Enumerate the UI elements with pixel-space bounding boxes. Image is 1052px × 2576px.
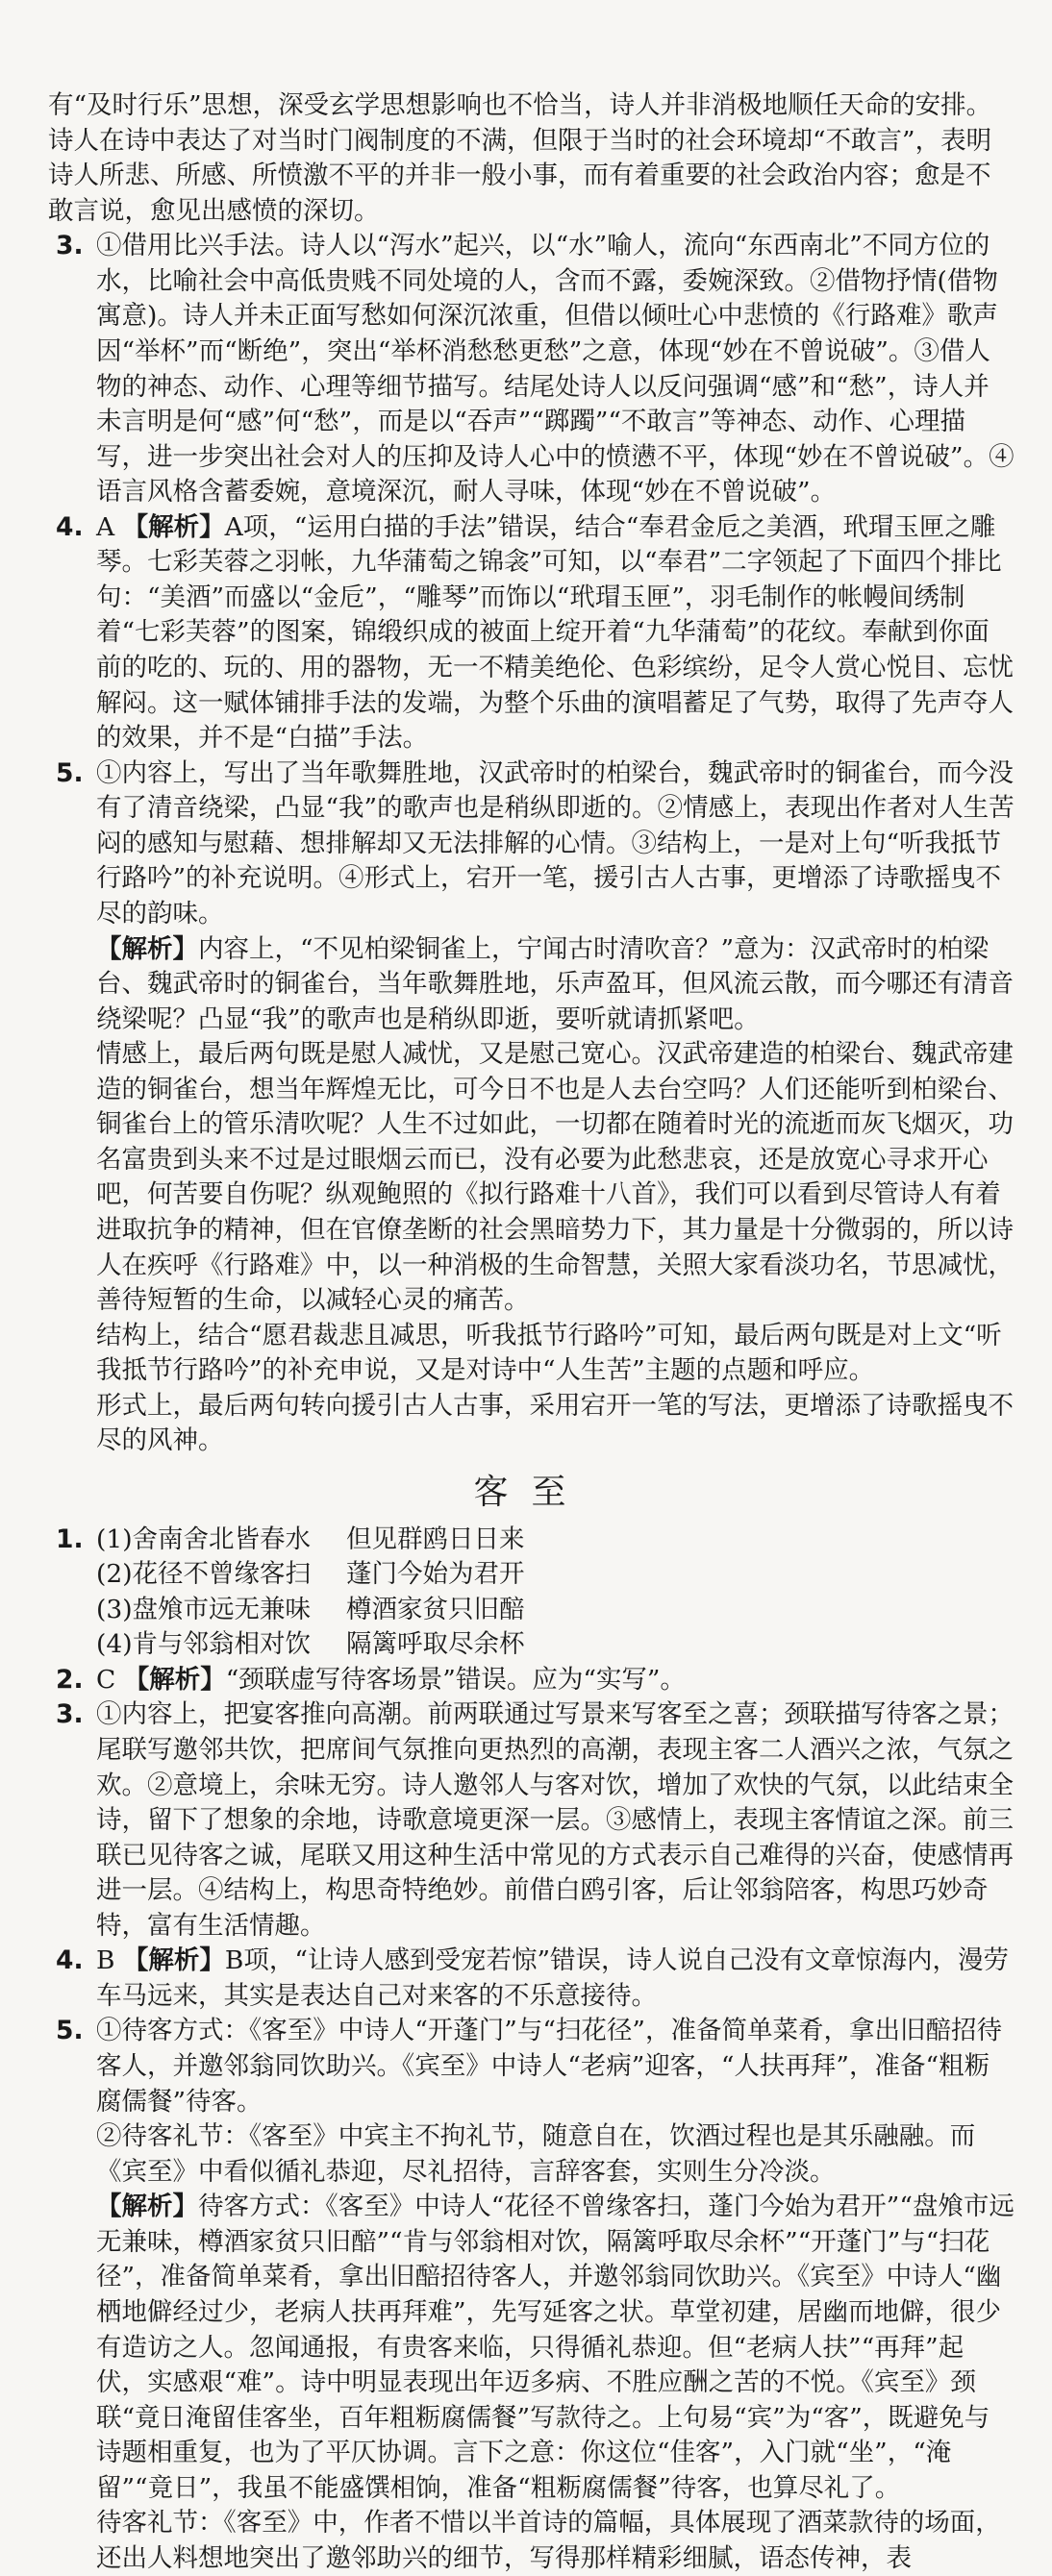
poem-line [96, 1627, 1014, 1663]
item-text: ①内容上，把宴客推向高潮。前两联通过写景来写客至之喜；颈联描写待客之景；尾联写邀邻共饮，把席间气氛推向更热烈的高潮，表现主客二人酒兴之浓，气氛之欢。②意境上，余味无穷。诗人邀邻人与客对饮，增加了欢快的气氛，以此结束全诗，留下了想象的余地，诗歌意境更深一层。③感情上，表现主客情谊之深。前三联已见待客之诚，尾联又用这种生活中常见的方式表示自己难得的兴奋，使感情再进一层。④结构上，构思奇特绝妙。前借白鸥引客，后让邻翁陪客，构思巧妙奇特，富有生活情趣。 [96, 1699, 1014, 1941]
item-number: 2. [56, 1664, 84, 1695]
item-number: 5. [56, 757, 84, 788]
answer-item-3b [48, 1697, 1014, 1944]
answer-content [48, 88, 1014, 2576]
item-number: 1. [56, 1523, 84, 1554]
analysis-tag: 【解析】 [122, 511, 225, 542]
section-title: 客至 [473, 1472, 589, 1512]
poem-line [96, 1593, 1014, 1628]
item-number: 3. [56, 231, 84, 261]
analysis-paragraph: 结构上，结合“愿君裁悲且减思，听我抵节行路吟”可知，最后两句既是对上文“听我抵节行路吟”的补充申说，又是对诗中“人生苦”主题的点题和呼应。 [96, 1320, 1002, 1386]
answer-item-1 [48, 1523, 1014, 1663]
answer-item-3 [48, 229, 1014, 510]
paragraph-continuation: 有“及时行乐”思想，深受玄学思想影响也不恰当，诗人并非消极地顺任天命的安排。诗人在诗中表达了对当时门阀制度的不满，但限于当时的社会环境却“不敢言”，表明诗人所悲、所感、所愤激不平的并非一般小事，而有着重要的社会政治内容；愈是不敢言说，愈见出感愤的深切。 [48, 90, 992, 226]
answer-item-4 [48, 510, 1014, 756]
answer-item-4b [48, 1944, 1014, 2014]
analysis-paragraph: 形式上，最后两句转向援引古人古事，采用宕开一笔的写法，更增添了诗歌摇曳不尽的风神。 [96, 1390, 1014, 1456]
answer-item-2 [48, 1663, 1014, 1698]
poem-line [96, 1557, 1014, 1593]
item-text: ①内容上，写出了当年歌舞胜地，汉武帝时的柏梁台，魏武帝时的铜雀台，而今没有了清音绕梁，凸显“我”的歌声也是稍纵即逝的。②情感上，表现出作者对人生苦闷的感知与慰藉、想排解却又无法排解的心情。③结构上，一是对上句“听我抵节行路吟”的补充说明。④形式上，宕开一笔，援引古人古事，更增添了诗歌摇曳不尽的韵味。 [96, 757, 1014, 929]
analysis-paragraph [48, 2190, 1014, 2506]
line-part-b: 蓬门今始为君开 [346, 1559, 525, 1590]
analysis-tag: 【解析】 [96, 2192, 198, 2222]
analysis-tag: 【解析】 [123, 1664, 226, 1695]
poem-line [96, 1523, 1014, 1558]
item-text: “颈联虚写待客场景”错误。应为“实写”。 [225, 1664, 686, 1695]
item-number: 3. [56, 1699, 84, 1730]
analysis-paragraph: 待客礼节：《客至》中，作者不惜以半首诗的篇幅，具体展现了酒菜款待的场面，还出人料想地突出了邀邻助兴的细节，写得那样精彩细腻，语态传神，表 [96, 2508, 1001, 2573]
poem-lines [96, 1523, 1014, 1663]
analysis-paragraph: 情感上，最后两句既是慰人减忧，又是慰己宽心。汉武帝建造的柏梁台、魏武帝建造的铜雀台，想当年辉煌无比，可今日不也是人去台空吗？人们还能听到柏梁台、铜雀台上的管乐清吹呢？人生不过如此，一切都在随着时光的流逝而灰飞烟灭，功名富贵到头来不过是过眼烟云而已，没有必要为此愁悲哀，还是放宽心寻求开心吧，何苦要自伤呢？纵观鲍照的《拟行路难十八首》，我们可以看到尽管诗人有着进取抗争的精神，但在官僚垄断的社会黑暗势力下，其力量是十分微弱的，所以诗人在疾呼《行路难》中，以一种消极的生命智慧，关照大家看淡功名，节思减忧，善待短暂的生命，以减轻心灵的痛苦。 [96, 1039, 1014, 1316]
analysis-text: 内容上，“不见柏梁铜雀上，宁闻古时清吹音？”意为：汉武帝时的柏梁台、魏武帝时的铜雀台，当年歌舞胜地，乐声盈耳，但风流云散，而今哪还有清音绕梁呢？凸显“我”的歌声也是稍纵即逝，要听就请抓紧吧。 [96, 933, 1014, 1034]
item-answer: C [96, 1664, 116, 1695]
answer-item-5 [48, 756, 1014, 932]
answer-item-5b [48, 2014, 1014, 2119]
item-text: ①待客方式：《客至》中诗人“开蓬门”与“扫花径”，准备简单菜肴，拿出旧醅招待客人，并邀邻翁同饮助兴。《宾至》中诗人“老病”迎客，“人扶再拜”，准备“粗粝腐儒餐”待客。 [96, 2016, 1002, 2117]
line-part-b: 隔篱呼取尽余杯 [346, 1629, 525, 1660]
item-answer: A [96, 511, 115, 542]
analysis-text: 待客方式：《客至》中诗人“花径不曾缘客扫，蓬门今始为君开”“盘飧市远无兼味，樽酒家贫只旧醅”“肯与邻翁相对饮，隔篱呼取尽余杯”“开蓬门”与“扫花径”，准备简单菜肴，拿出旧醅招待客人，并邀邻翁同饮助兴。《宾至》中诗人“幽栖地僻经过少，老病人扶再拜难”，先写延客之状。草堂初建，居幽而地僻，很少有造访之人。忽闻通报，有贵客来临，只得循礼恭迎。但“老病人扶”“再拜”起伏，实感艰“难”。诗中明显表现出年迈多病、不胜应酬之苦的不悦。《宾至》颈联“竟日淹留佳客坐，百年粗粝腐儒餐”写款待之。上句易“宾”为“客”，既避免与诗题相重复，也为了平仄协调。言下之意：你这位“佳客”，入门就“坐”，“淹留”“竟日”，我虽不能盛馔相饷，准备“粗粝腐儒餐”待客，也算尽礼了。 [96, 2192, 1014, 2503]
line-part-b: 樽酒家贫只旧醅 [346, 1594, 525, 1624]
analysis-paragraph [48, 932, 1014, 1038]
line-part-a: (2)花径不曾缘客扫 [96, 1559, 312, 1590]
analysis-tag: 【解析】 [96, 933, 198, 964]
item-text: A项，“运用白描的手法”错误，结合“奉君金卮之美酒，玳瑁玉匣之雕琴。七彩芙蓉之羽帐，九华蒲萄之锦衾”可知，以“奉君”二字领起了下面四个排比句：“美酒”而盛以“金卮”，“雕琴”而饰以“玳瑁玉匣”，羽毛制作的帐幔间绣制着“七彩芙蓉”的图案，锦缎织成的被面上绽开着“九华蒲萄”的花纹。奉献到你面前的吃的、玩的、用的器物，无一不精美绝伦、色彩缤纷，足令人赏心悦目、忘忧解闷。这一赋体铺排手法的发端，为整个乐曲的演唱蓄足了气势，取得了先声夺人的效果，并不是“白描”手法。 [96, 511, 1014, 754]
item-text: ①借用比兴手法。诗人以“泻水”起兴，以“水”喻人，流向“东西南北”不同方位的水，比喻社会中高低贵贱不同处境的人，含而不露，委婉深致。②借物抒情(借物寓意)。诗人并未正面写愁如何深沉浓重，但借以倾吐心中悲愤的《行路难》歌声因“举杯”而“断绝”，突出“举杯消愁愁更愁”之意，体现“妙在不曾说破”。③借人物的神态、动作、心理等细节描写。结尾处诗人以反问强调“感”和“愁”，诗人并未言明是何“感”何“愁”，而是以“吞声”“踯躅”“不敢言”等神态、动作、心理描写，进一步突出社会对人的压抑及诗人心中的愤懑不平，体现“妙在不曾说破”。④语言风格含蓄委婉，意境深沉，耐人寻味，体现“妙在不曾说破”。 [96, 231, 1014, 508]
analysis-tag: 【解析】 [122, 1945, 225, 1976]
item-number: 4. [56, 1945, 84, 1976]
line-part-a: (3)盘飧市远无兼味 [96, 1594, 312, 1624]
item-text: B项，“让诗人感到受宠若惊”错误，诗人说自己没有文章惊海内，漫劳车马远来，其实是表达自己对来客的不乐意接待。 [96, 1945, 1009, 2011]
item-answer: B [96, 1945, 115, 1976]
line-part-b: 但见群鸥日日来 [346, 1523, 525, 1554]
item-number: 5. [56, 2016, 84, 2046]
item-number: 4. [56, 511, 84, 542]
line-part-a: (1)舍南舍北皆春水 [96, 1523, 312, 1554]
line-part-a: (4)肯与邻翁相对饮 [96, 1629, 312, 1660]
answer-paragraph: ②待客礼节：《客至》中宾主不拘礼节，随意自在，饮酒过程也是其乐融融。而《宾至》中看似循礼恭迎，尽礼招待，言辞客套，实则生分冷淡。 [96, 2121, 976, 2187]
